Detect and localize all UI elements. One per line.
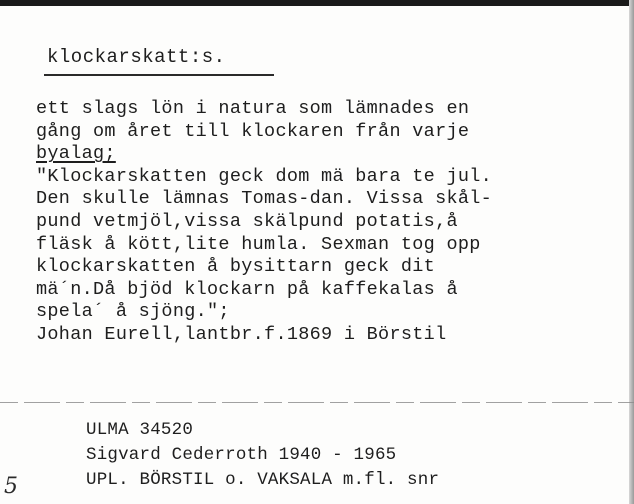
definition-line: gång om året till klockaren från varje (36, 120, 470, 142)
source-line: Johan Eurell,lantbr.f.1869 i Börstil (36, 323, 447, 345)
scan-right-edge (629, 0, 634, 504)
card-footer (86, 418, 439, 493)
quote-line: spela´ å sjöng."; (36, 301, 230, 323)
quote-line: klockarskatten å bysittarn geck dit (36, 256, 436, 278)
definition-line-underlined (36, 143, 626, 166)
card-number: 5 (4, 474, 18, 499)
headword: klockarskatt:s. (47, 46, 226, 68)
quote-line: mä´n.Då bjöd klockarn på kaffekalas å (36, 278, 458, 300)
entry-text (36, 98, 626, 347)
divider (0, 402, 634, 403)
underlined-word: byalag; (36, 143, 116, 165)
quote-line: Den skulle lämnas Tomas-dan. Vissa skål- (36, 188, 493, 210)
quote-line: pund vetmjöl,vissa skälpund potatis,å (36, 210, 458, 232)
quote-line: "Klockarskatten geck dom mä bara te jul. (36, 165, 493, 187)
headword-underline (44, 74, 274, 76)
location: UPL. BÖRSTIL o. VAKSALA m.fl. snr (86, 470, 440, 490)
archive-id: ULMA 34520 (86, 420, 194, 440)
quote-line: fläsk å kött,lite humla. Sexman tog opp (36, 233, 481, 255)
scan-top-edge (0, 0, 634, 6)
collector: Sigvard Cederroth 1940 - 1965 (86, 445, 397, 465)
definition-line: ett slags lön i natura som lämnades en (36, 98, 470, 119)
